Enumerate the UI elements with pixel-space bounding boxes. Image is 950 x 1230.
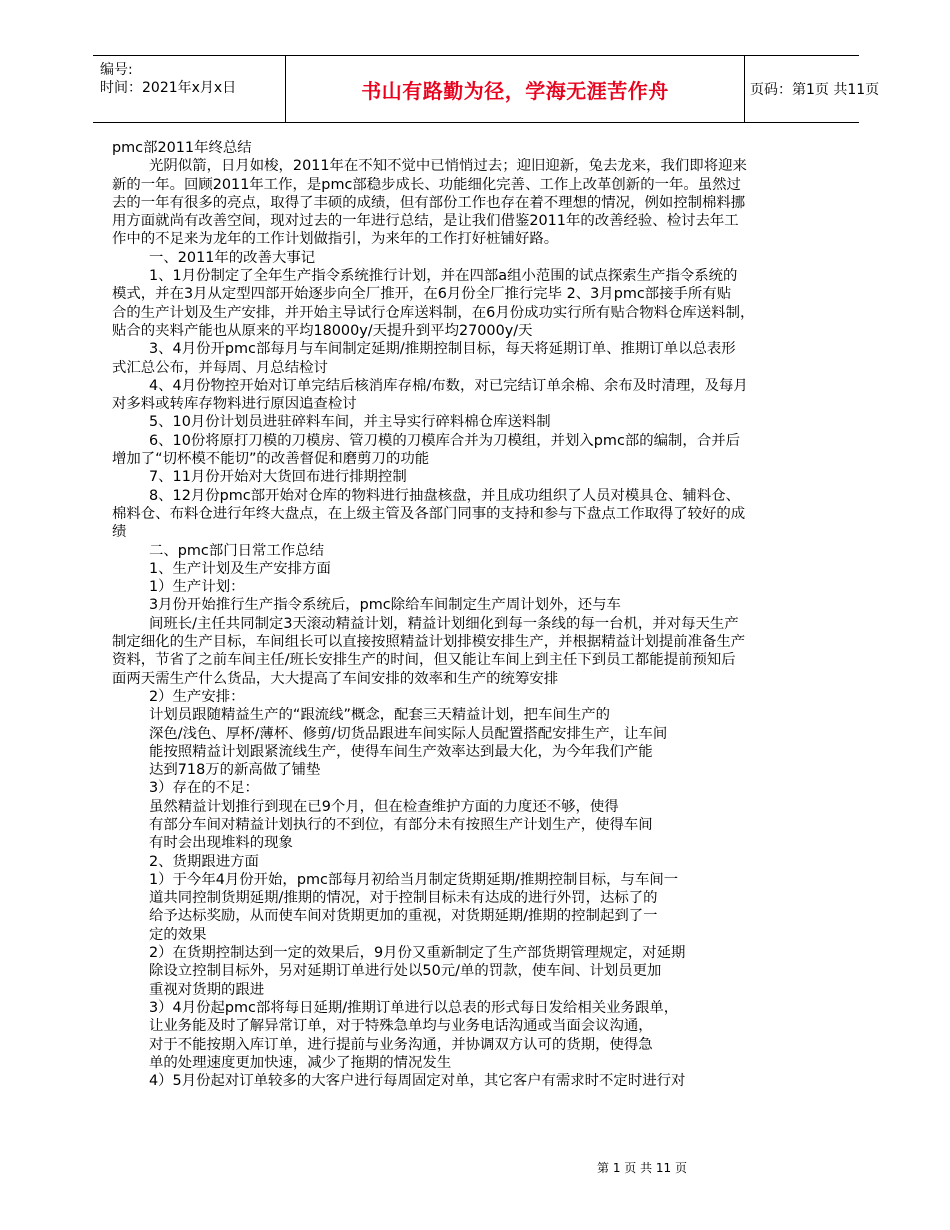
body-line: 6、10份将原打刀模的刀模房、管刀模的刀模库合并为刀模组，并划入pmc部的编制，合并后 [149,432,740,449]
body-line: 虽然精益计划推行到现在已9个月，但在检查维护方面的力度还不够，使得 [149,798,619,815]
body-line: 模式，并在3月从定型四部开始逐步向全厂推开，在6月份全厂推行完毕 2、3月pmc部接手所有贴 [112,286,732,303]
page-header [93,55,880,123]
body-line: 绩 [112,524,127,541]
body-line: 有时会出现堆料的现象 [149,835,293,852]
body-line: 4、4月份物控开始对订单完结后核消库存棉/布数，对已完结订单余棉、余布及时清理，及每月 [149,377,748,394]
body-line: 让业务能及时了解异常订单，对于特殊急单均与业务电话沟通或当面会议沟通， [149,1018,653,1035]
body-line: 间班长/主任共同制定3天滚动精益计划，精益计划细化到每一条线的每一台机，并对每天生产 [149,615,739,632]
body-line: 1）于今年4月份开始，pmc部每月初给当月制定货期延期/推期控制目标，与车间一 [149,871,679,888]
body-line: 计划员跟随精益生产的“跟流线”概念，配套三天精益计划，把车间生产的 [149,707,611,724]
body-line: 新的一年。回顾2011年工作，是pmc部稳步成长、功能细化完善、工作上改革创新的一年。虽然过 [112,176,741,193]
body-line: 定的效果 [149,926,207,943]
body-line: 1、1月份制定了全年生产指令系统推行计划，并在四部a组小范围的试点探索生产指令系统的 [149,268,738,285]
body-line: 2）生产安排： [149,688,245,705]
body-line: 3月份开始推行生产指令系统后，pmc除给车间制定生产周计划外，还与车 [149,597,621,614]
page-code: 页码：第1页 共11页 [750,82,880,98]
document-body [112,139,842,1090]
body-line: 二、pmc部门日常工作总结 [149,542,324,559]
body-line: 有部分车间对精益计划执行的不到位，有部分未有按照生产计划生产，使得车间 [149,816,653,833]
page-footer [0,1159,950,1176]
body-line: 合的生产计划及生产安排，并开始主导试行仓库送料制，在6月份成功实行所有贴合物料仓库送料制， [112,304,755,321]
body-line: 面两天需生产什么货品，大大提高了车间安排的效率和生产的统筹安排 [112,670,559,687]
body-line: 3）4月份起pmc部将每日延期/推期订单进行以总表的形式每日发给相关业务跟单， [149,999,679,1016]
body-line: 3、4月份开pmc部每月与车间制定延期/推期控制目标，每天将延期订单、推期订单以总表形 [149,341,736,358]
body-line: 贴合的夹料产能也从原来的平均18000y/天提升到平均27000y/天 [112,322,533,339]
motto: 书山有路勤为径，学海无涯苦作舟 [361,78,669,103]
body-line: 道共同控制货期延期/推期的情况，对于控制目标未有达成的进行外罚，达标了的 [149,890,658,907]
body-line: 增加了“切杯模不能切”的改善督促和磨剪刀的功能 [112,451,430,468]
body-line: 作中的不足来为龙年的工作计划做指引，为来年的工作打好桩铺好路。 [112,231,559,248]
time-label: 时间：2021年x月x日 [100,80,237,96]
body-line: 光阴似箭，日月如梭，2011年在不知不觉中已悄悄过去；迎旧迎新，兔去龙来，我们即将迎来 [149,158,747,175]
body-line: 给予达标奖励，从而使车间对货期更加的重视，对货期延期/推期的控制起到了一 [149,908,658,925]
body-line: 4）5月份起对订单较多的大客户进行每周固定对单，其它客户有需求时不定时进行对 [149,1073,686,1090]
body-line: 5、10月份计划员进驻碎料车间，并主导实行碎料棉仓库送料制 [149,414,551,431]
body-line: 去的一年有很多的亮点，取得了丰硕的成绩，但有部份工作也存在着不理想的情况，例如控制棉料挪 [112,194,746,211]
body-line: 2、货期跟进方面 [149,853,259,870]
body-line: 8、12月份pmc部开始对仓库的物料进行抽盘核盘，并且成功组织了人员对模具仓、辅料仓、 [149,487,740,504]
body-line: 2）在货期控制达到一定的效果后，9月份又重新制定了生产部货期管理规定，对延期 [149,945,686,962]
body-line: 单的处理速度更加快速，减少了拖期的情况发生 [149,1054,452,1071]
body-line: 一、2011年的改善大事记 [149,249,316,266]
header-page-cell [744,56,880,122]
body-line: pmc部2011年终总结 [112,140,252,156]
footer-page-number: 第 1 页 共 11 页 [597,1161,687,1175]
body-line: 7、11月份开始对大货回布进行排期控制 [149,469,407,486]
body-line: 资料，节省了之前车间主任/班长安排生产的时间，但又能让车间上到主任下到员工都能提前预知后 [112,652,736,669]
body-line: 重视对货期的跟进 [149,981,265,998]
body-line: 除设立控制目标外，另对延期订单进行处以50元/单的罚款，使车间、计划员更加 [149,963,662,980]
header-motto-cell [285,56,745,122]
body-line: 棉料仓、布料仓进行年终大盘点，在上级主管及各部门同事的支持和参与下盘点工作取得了较好的成 [112,505,746,522]
body-line: 对于不能按期入库订单，进行提前与业务沟通，并协调双方认可的货期，使得急 [149,1036,653,1053]
body-line: 制定细化的生产目标，车间组长可以直接按照精益计划排模安排生产，并根据精益计划提前准备生产 [112,634,746,651]
body-line: 达到718万的新高做了铺垫 [149,762,321,779]
body-line: 用方面就尚有改善空间，现对过去的一年进行总结，是让我们借鉴2011年的改善经验、检讨去年工 [112,213,739,230]
number-label: 编号: [100,62,133,78]
body-line: 对多料或转库存物料进行原因追查检讨 [112,396,357,413]
body-line: 式汇总公布，并每周、月总结检讨 [112,359,328,376]
body-line: 3）存在的不足： [149,780,259,797]
body-line: 1）生产计划： [149,579,245,596]
body-line: 能按照精益计划跟紧流线生产，使得车间生产效率达到最大化，为今年我们产能 [149,743,653,760]
body-line: 深色/浅色、厚杯/薄杯、修剪/切货品跟进车间实际人员配置搭配安排生产，让车间 [149,725,668,742]
body-line: 1、生产计划及生产安排方面 [149,560,331,577]
header-meta [93,56,285,122]
